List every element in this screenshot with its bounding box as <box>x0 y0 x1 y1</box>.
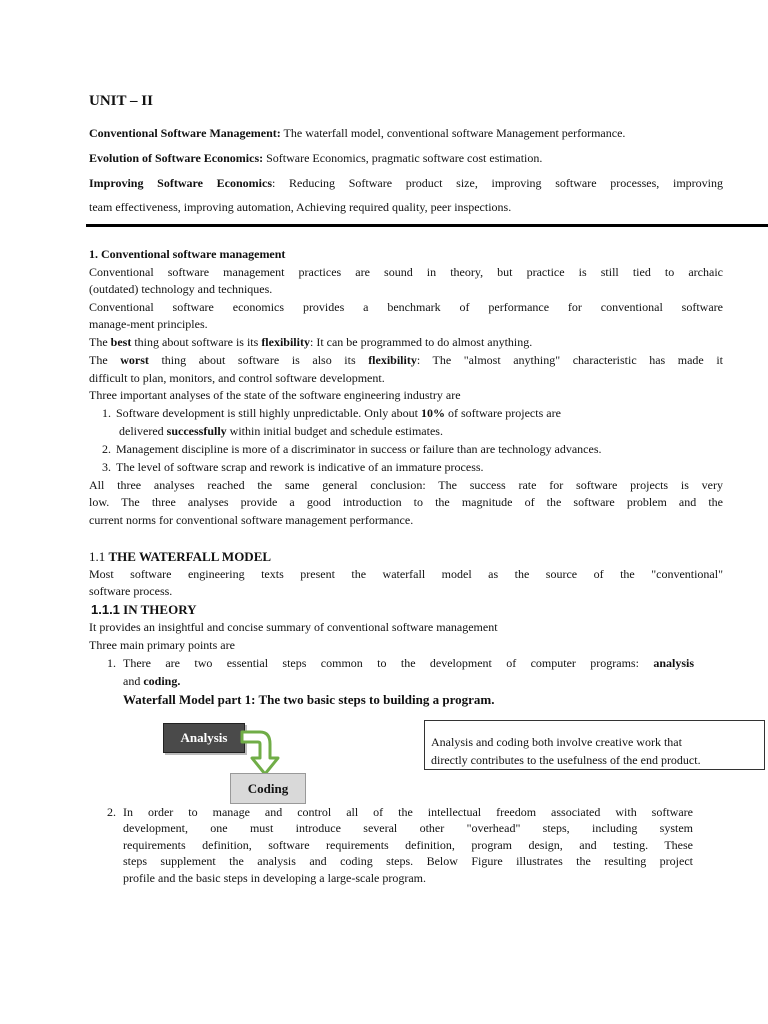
unit-title: UNIT – II <box>89 93 153 109</box>
syllabus-topic-text: : Reducing Software product size, improving software processes, improving <box>272 176 723 190</box>
paragraph-line: It provides an insightful and concise summary of conventional software management <box>89 620 498 634</box>
list-item-number: 1. <box>107 656 116 670</box>
list-item <box>123 655 694 672</box>
syllabus-line-3 <box>89 175 723 192</box>
paragraph-line: current norms for conventional software management performance. <box>89 513 414 527</box>
figure-note-line: Analysis and coding both involve creative work that <box>431 735 682 749</box>
text-run: thing about software is also its <box>148 353 369 367</box>
analysis-box: Analysis <box>163 723 245 753</box>
bold-text: flexibility <box>261 335 310 349</box>
heading-text: THE WATERFALL MODEL <box>108 549 272 564</box>
list-item-continuation <box>123 673 180 690</box>
bold-text: best <box>110 335 132 349</box>
paragraph-line: Conventional software management practices are sound in theory, but practice is still tied to archaic <box>89 265 723 279</box>
bold-text: flexibility <box>368 353 417 367</box>
figure-caption: Waterfall Model part 1: The two basic steps to building a program. <box>123 692 495 707</box>
text-run: : It can be programmed to do almost anything. <box>309 335 533 349</box>
paragraph-line: Three main primary points are <box>89 638 235 652</box>
list-item: In order to manage and control all of the intellectual freedom associated with software <box>123 805 693 819</box>
list-item <box>116 405 561 422</box>
paragraph-line: Most software engineering texts present the waterfall model as the source of the "conventional" <box>89 567 723 581</box>
syllabus-line-2 <box>89 150 542 167</box>
curved-arrow-icon <box>238 728 290 778</box>
list-item: The level of software scrap and rework is indicative of an immature process. <box>116 460 484 474</box>
text-run: delivered <box>119 424 167 438</box>
text-run: : The "almost anything" characteristic has made it <box>416 353 723 367</box>
list-item-number: 1. <box>102 406 111 420</box>
heading-text: IN THEORY <box>119 602 197 617</box>
paragraph-line: software process. <box>89 584 173 598</box>
paragraph-line: low. The three analyses provide a good introduction to the magnitude of the software problem and the <box>89 495 723 509</box>
text-run: The <box>89 353 121 367</box>
bold-text: successfully <box>166 424 227 438</box>
bold-text: coding. <box>143 674 181 688</box>
text-run: thing about software is its <box>131 335 262 349</box>
syllabus-topic-text: Software Economics, pragmatic software cost estimation. <box>263 151 543 165</box>
list-item-continuation <box>119 423 443 440</box>
heading-number: 1.1.1 <box>91 602 120 617</box>
text-run: within initial budget and schedule estimates. <box>226 424 443 438</box>
figure-note-box <box>424 720 765 770</box>
paragraph-line: All three analyses reached the same general conclusion: The success rate for software projects is very <box>89 478 723 492</box>
section-divider <box>86 224 768 227</box>
figure-note-line: directly contributes to the usefulness of the end product. <box>431 753 701 767</box>
section-heading: 1. Conventional software management <box>89 247 286 261</box>
text-run: There are two essential steps common to the development of computer programs: <box>123 656 654 670</box>
list-item-number: 3. <box>102 460 111 474</box>
list-item-continuation: development, one must introduce several other "overhead" steps, including system <box>123 821 693 835</box>
paragraph-line <box>89 352 723 369</box>
text-run: Software development is still highly unpredictable. Only about <box>116 406 421 420</box>
list-item: Management discipline is more of a discriminator in success or failure than are technology advances. <box>116 442 602 456</box>
syllabus-line-1 <box>89 125 625 142</box>
paragraph-line: Three important analyses of the state of the software engineering industry are <box>89 388 461 402</box>
paragraph-line <box>89 334 532 351</box>
bold-text: worst <box>120 353 149 367</box>
list-item-continuation: steps supplement the analysis and coding steps. Below Figure illustrates the resulting project <box>123 854 693 868</box>
coding-box: Coding <box>230 773 306 804</box>
list-item-continuation: profile and the basic steps in developing a large-scale program. <box>123 871 427 885</box>
syllabus-line-4: team effectiveness, improving automation, Achieving required quality, peer inspections. <box>89 200 512 214</box>
bold-text: analysis <box>653 656 694 670</box>
text-run: The <box>89 335 111 349</box>
heading-number: 1.1 <box>89 549 109 564</box>
paragraph-line: Conventional software economics provides a benchmark of performance for conventional software <box>89 300 723 314</box>
bold-text: 10% <box>420 406 445 420</box>
text-run: of software projects are <box>444 406 561 420</box>
syllabus-topic-label: Evolution of Software Economics: <box>89 151 264 165</box>
paragraph-line: difficult to plan, monitors, and control software development. <box>89 371 385 385</box>
paragraph-line: (outdated) technology and techniques. <box>89 282 273 296</box>
list-item-number: 2. <box>107 805 116 819</box>
syllabus-topic-text: The waterfall model, conventional software Management performance. <box>280 126 626 140</box>
syllabus-topic-label: Improving Software Economics <box>89 176 272 190</box>
paragraph-line: manage-ment principles. <box>89 317 208 331</box>
list-item-continuation: requirements definition, software requirements definition, program design, and testing. These <box>123 838 693 852</box>
subsubsection-heading <box>91 601 197 618</box>
syllabus-topic-label: Conventional Software Management: <box>89 126 281 140</box>
list-item-number: 2. <box>102 442 111 456</box>
subsection-heading <box>89 548 271 565</box>
text-run: and <box>123 674 144 688</box>
